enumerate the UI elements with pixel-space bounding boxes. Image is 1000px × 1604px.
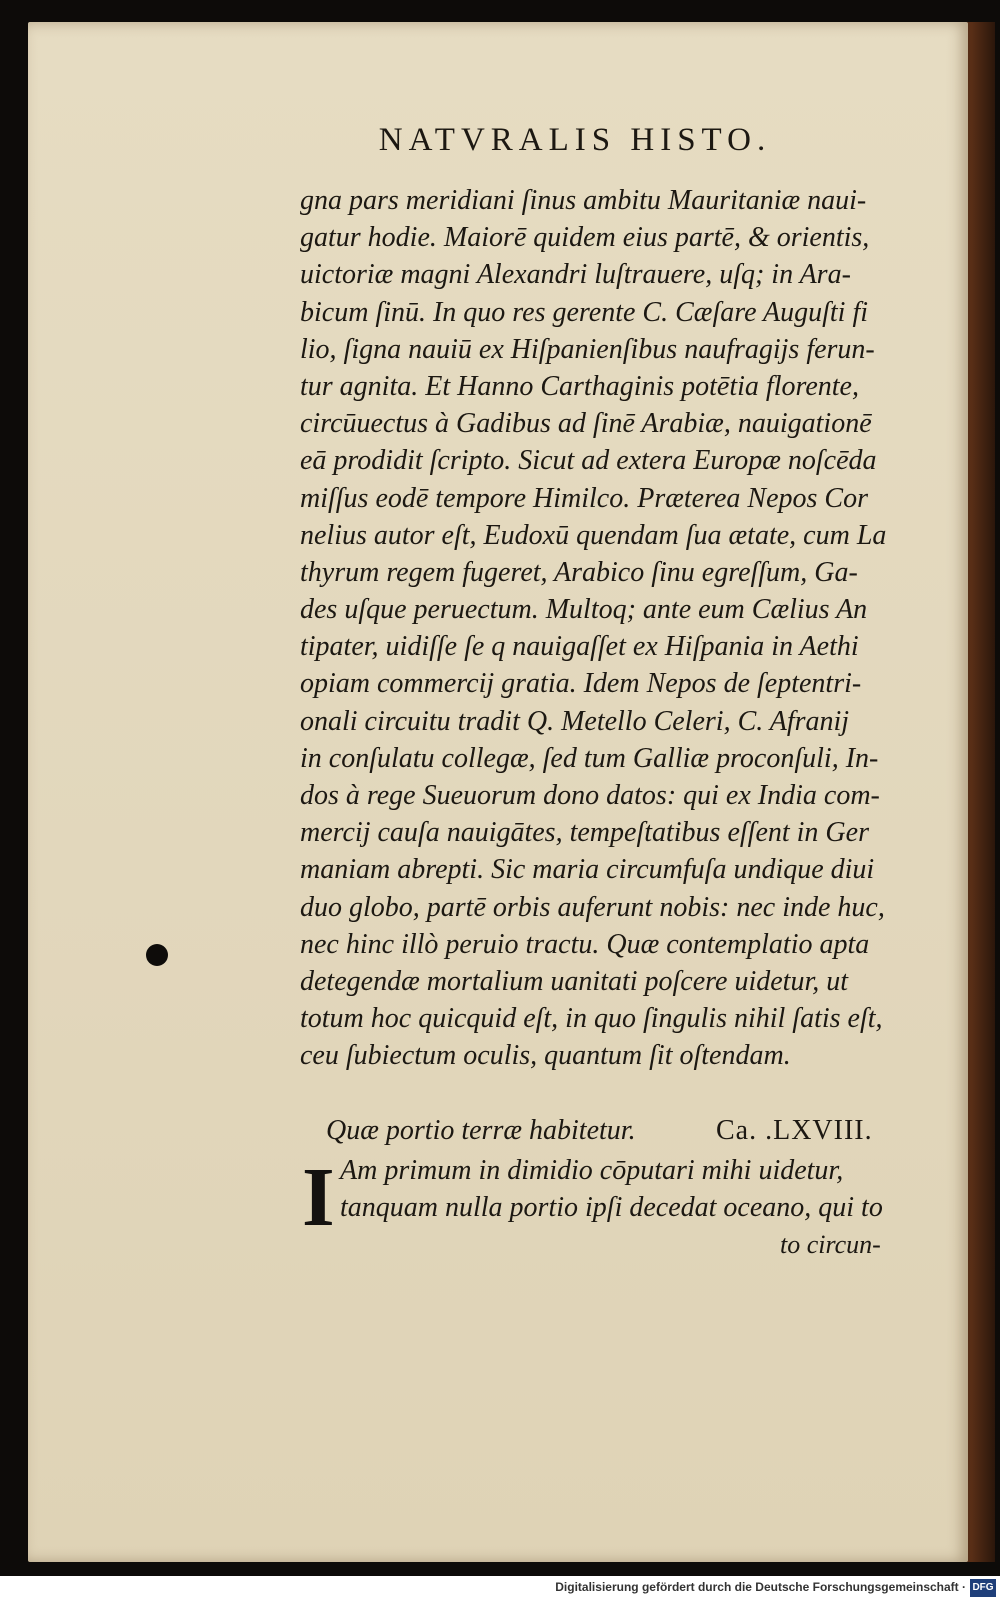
body-line: gatur hodie. Maiorē quidem eius partē, & orientis,	[300, 222, 870, 254]
dfg-logo: DFG	[970, 1579, 996, 1597]
body-line: duo globo, partē orbis auferunt nobis: nec inde huc,	[300, 891, 885, 923]
body-text	[300, 182, 910, 1075]
body-line: in conſulatu collegæ, ſed tum Galliæ proconſuli, In-	[300, 742, 879, 774]
body-line: circūuectus à Gadibus ad ſinē Arabiæ, nauigationē	[300, 408, 872, 440]
body-line: totum hoc quicquid eſt, in quo ſingulis nihil ſatis eſt,	[300, 1003, 883, 1035]
running-head: NATVRALIS HISTO.	[378, 122, 772, 158]
body-line: thyrum regem fugeret, Arabico ſinu egreſſum, Ga-	[300, 556, 858, 588]
chapter-text	[340, 1152, 910, 1226]
body-line: detegendæ mortalium uanitati poſcere uidetur, ut	[300, 965, 849, 997]
body-line: maniam abrepti. Sic maria circumfuſa undique diui	[300, 854, 875, 886]
body-line: lio, ſigna nauiū ex Hiſpanienſibus naufragijs ferun-	[300, 333, 875, 365]
chapter-heading-row	[326, 1115, 916, 1147]
chapter-line: Am primum in dimidio cōputari mihi uidetur,	[340, 1155, 844, 1186]
chapter-line: tanquam nulla portio ipſi decedat oceano, qui to	[340, 1192, 883, 1224]
body-line: ceu ſubiectum oculis, quantum ſit oſtendam.	[300, 1040, 791, 1072]
body-line: tipater, uidiſſe ſe q nauigaſſet ex Hiſpania in Aethi	[300, 631, 859, 663]
body-line: opiam commercij gratia. Idem Nepos de ſeptentri-	[300, 668, 862, 700]
decorated-initial: I	[302, 1151, 335, 1244]
body-line: des uſque peruectum. Multoq; ante eum Cælius An	[300, 594, 868, 626]
body-line: gna pars meridiani ſinus ambitu Mauritaniæ naui-	[300, 185, 867, 216]
footer-credit: Digitalisierung gefördert durch die Deutsche Forschungsgemeinschaft ·	[555, 1580, 966, 1594]
body-line: nelius autor eſt, Eudoxū quendam ſua ætate, cum La	[300, 519, 887, 551]
body-line: tur agnita. Et Hanno Carthaginis potētia florente,	[300, 370, 859, 402]
body-line: onali circuitu tradit Q. Metello Celeri, C. Afranij	[300, 705, 850, 737]
body-line: nec hinc illò peruio tractu. Quæ contemplatio apta	[300, 928, 870, 960]
catchword: to circun-	[780, 1230, 881, 1259]
body-line: dos à rege Sueuorum dono datos: qui ex India com-	[300, 780, 880, 811]
body-line: uictoriæ magni Alexandri luſtrauere, uſq; in Ara-	[300, 259, 851, 291]
ink-blot	[146, 944, 168, 966]
chapter-heading: Quæ portio terræ habitetur.	[326, 1115, 636, 1146]
footer-bar	[0, 1576, 1000, 1604]
chapter-number: Ca. .LXVIII.	[716, 1115, 873, 1146]
body-line: bicum ſinū. In quo res gerente C. Cæſare Auguſti fi	[300, 296, 868, 328]
body-line: miſſus eodē tempore Himilco. Præterea Nepos Cor	[300, 482, 868, 514]
body-line: mercij cauſa nauigātes, tempeſtatibus eſſent in Ger	[300, 817, 869, 849]
body-line: eā prodidit ſcripto. Sicut ad extera Europæ noſcēda	[300, 445, 877, 477]
